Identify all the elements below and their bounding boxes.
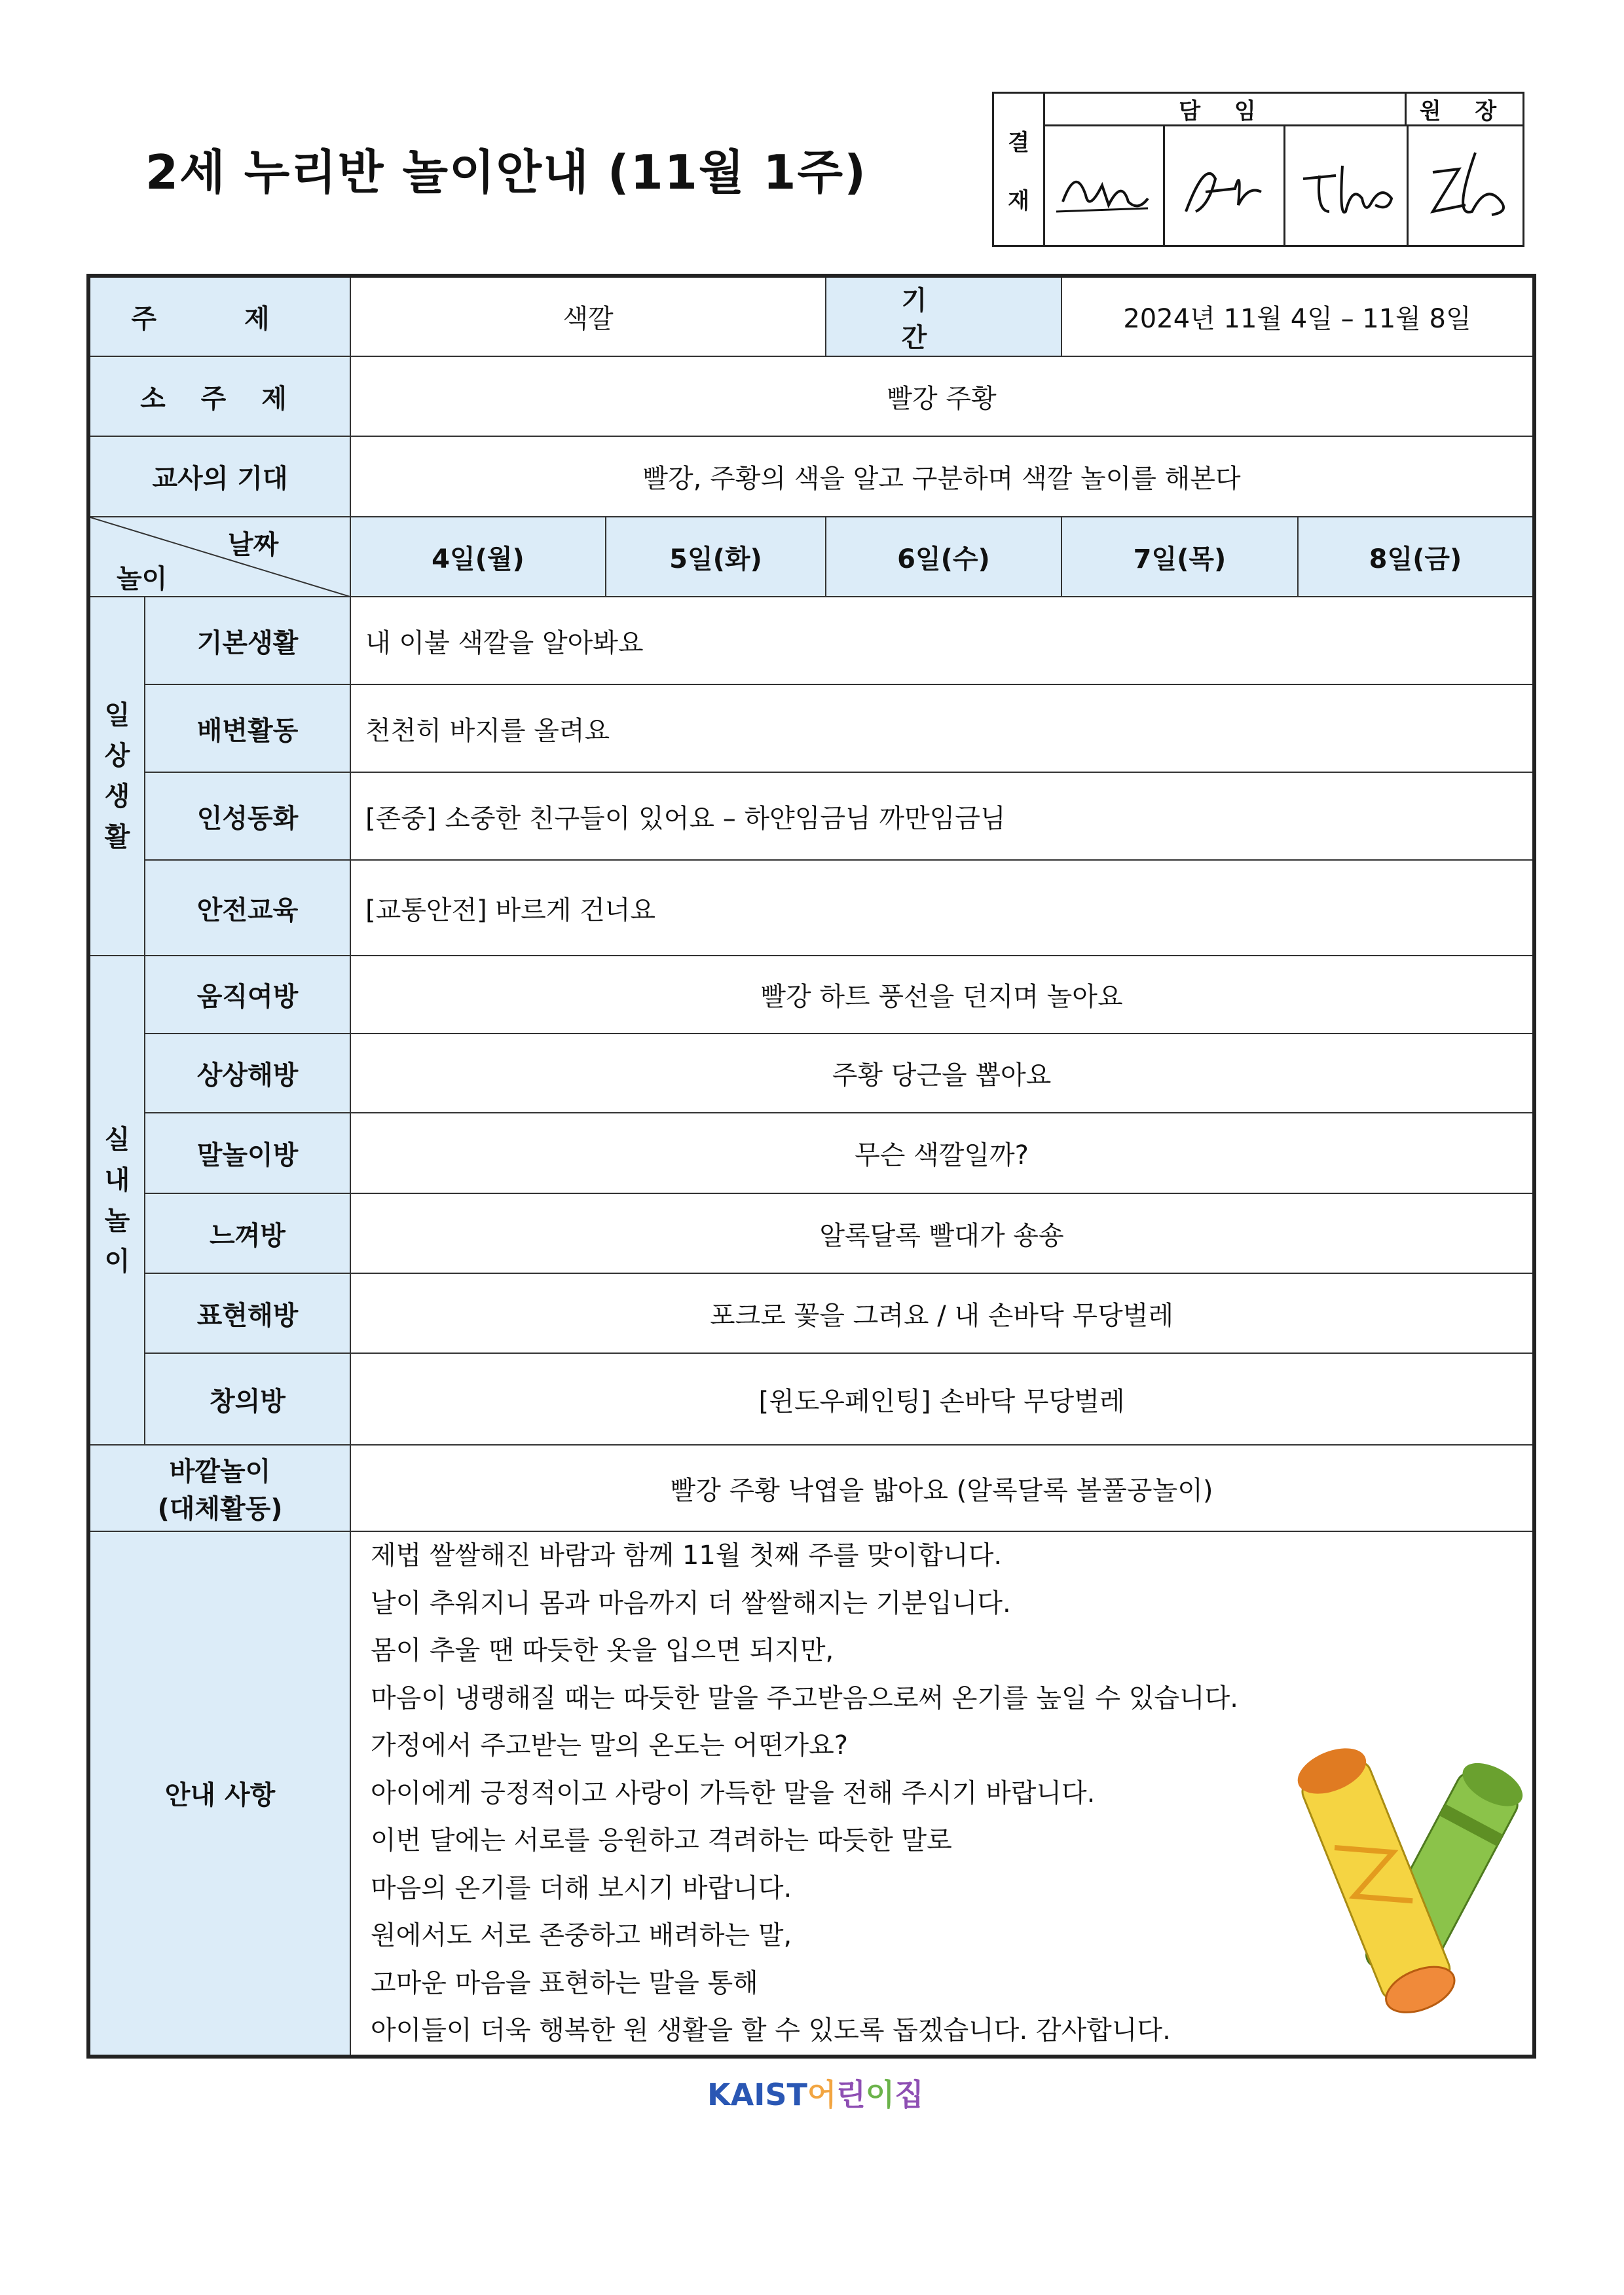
row-label: 창의방 [145, 1353, 350, 1445]
outdoor-label-line2: (대체활동) [157, 1494, 283, 1524]
row-value: [윈도우페인팅] 손바닥 무당벌레 [350, 1353, 1534, 1445]
notice-line: 몸이 추울 땐 따듯한 옷을 입으면 되지만, [371, 1635, 834, 1666]
page-title: 2세 누리반 놀이안내 (11월 1주) [145, 145, 867, 200]
signature-1 [1050, 140, 1158, 238]
row-value: 내 이불 색깔을 알아봐요 [350, 597, 1534, 684]
logo-char: 집 [895, 2077, 924, 2112]
row-label: 느껴방 [145, 1193, 350, 1273]
approval-divider [1163, 126, 1165, 245]
logo-char: 린 [836, 2077, 866, 2112]
approval-box [992, 92, 1524, 247]
row-value: 주황 당근을 뽑아요 [350, 1034, 1534, 1113]
crayon-illustration [1281, 1728, 1523, 2036]
notice-line: 아이들이 더욱 행복한 원 생활을 할 수 있도록 돕겠습니다. 감사합니다. [371, 2015, 1171, 2045]
outdoor-label [88, 1445, 350, 1531]
kaist-daycare-logo [707, 2071, 924, 2114]
row-label: 표현해방 [145, 1273, 350, 1353]
subtheme-value: 빨강 주황 [350, 356, 1534, 436]
approval-divider [1283, 126, 1285, 245]
day-header: 7일(목) [1061, 517, 1298, 597]
outdoor-label-line1: 바깥놀이 [169, 1457, 271, 1487]
row-label: 배변활동 [145, 684, 350, 772]
daily-group-label: 일상생활 [104, 700, 130, 852]
weekly-plan-table [86, 274, 1536, 2059]
row-label: 안전교육 [145, 860, 350, 956]
row-value: 알록달록 빨대가 숑숑 [350, 1193, 1534, 1273]
row-value: 무슨 색깔일까? [350, 1113, 1534, 1193]
approval-side-top: 결 [1008, 129, 1029, 156]
row-value: 포크로 꽃을 그려요 / 내 손바닥 무당벌레 [350, 1273, 1534, 1353]
day-header: 8일(금) [1298, 517, 1534, 597]
daily-life-group [88, 597, 145, 956]
notice-line: 마음의 온기를 더해 보시기 바랍니다. [371, 1873, 792, 1903]
approval-divider [1407, 126, 1409, 245]
notice-label: 안내 사항 [88, 1531, 350, 2057]
approval-homeroom-header: 담 임 [1043, 94, 1407, 126]
logo-brand: KAIST [707, 2077, 807, 2112]
day-header: 5일(화) [606, 517, 826, 597]
row-value: [존중] 소중한 친구들이 있어요 – 하얀임금님 까만임금님 [350, 772, 1534, 860]
indoor-group-label: 실내놀이 [104, 1124, 130, 1277]
row-label: 상상해방 [145, 1034, 350, 1113]
approval-director-header: 원 장 [1407, 94, 1522, 126]
day-header: 6일(수) [826, 517, 1061, 597]
notice-line: 날이 추워지니 몸과 마음까지 더 쌀쌀해지는 기분입니다. [371, 1588, 1011, 1618]
notice-line: 가정에서 주고받는 말의 온도는 어떤가요? [371, 1730, 848, 1761]
approval-side-bottom: 재 [1008, 187, 1029, 214]
play-header-label: 놀이 [117, 564, 168, 594]
date-header-label: 날짜 [228, 530, 279, 560]
period-label: 기 간 [826, 276, 1061, 356]
row-value: 빨강 하트 풍선을 던지며 놀아요 [350, 956, 1534, 1034]
notice-line: 제법 쌀쌀해진 바람과 함께 11월 첫째 주를 맞이합니다. [371, 1540, 1003, 1571]
logo-char: 이 [865, 2077, 895, 2112]
signature-3 [1290, 140, 1401, 238]
day-header: 4일(월) [350, 517, 606, 597]
subtheme-label: 소 주 제 [88, 356, 350, 436]
notice-line: 고마운 마음을 표현하는 말을 통해 [371, 1968, 758, 1998]
approval-side [994, 94, 1045, 245]
notice-line: 마음이 냉랭해질 때는 따듯한 말을 주고받음으로써 온기를 높일 수 있습니다. [371, 1683, 1238, 1713]
period-value: 2024년 11월 4일 – 11월 8일 [1061, 276, 1534, 356]
row-label: 기본생활 [145, 597, 350, 684]
expect-value: 빨강, 주황의 색을 알고 구분하며 색깔 놀이를 해본다 [350, 436, 1534, 517]
notice-content [350, 1531, 1534, 2057]
date-play-header [88, 517, 350, 597]
row-label: 움직여방 [145, 956, 350, 1034]
indoor-play-group [88, 956, 145, 1445]
outdoor-value: 빨강 주황 낙엽을 밟아요 (알록달록 볼풀공놀이) [350, 1445, 1534, 1531]
signature-4 [1413, 140, 1521, 238]
theme-label: 주 제 [88, 276, 350, 356]
row-label: 말놀이방 [145, 1113, 350, 1193]
expect-label: 교사의 기대 [88, 436, 350, 517]
logo-char: 어 [807, 2077, 837, 2112]
row-label: 인성동화 [145, 772, 350, 860]
row-value: [교통안전] 바르게 건너요 [350, 860, 1534, 956]
row-value: 천천히 바지를 올려요 [350, 684, 1534, 772]
signature-2 [1170, 140, 1278, 238]
notice-line: 아이에게 긍정적이고 사랑이 가득한 말을 전해 주시기 바랍니다. [371, 1778, 1096, 1808]
notice-line: 이번 달에는 서로를 응원하고 격려하는 따듯한 말로 [371, 1825, 952, 1856]
notice-line: 원에서도 서로 존중하고 배려하는 말, [371, 1920, 792, 1950]
theme-value: 색깔 [350, 276, 826, 356]
